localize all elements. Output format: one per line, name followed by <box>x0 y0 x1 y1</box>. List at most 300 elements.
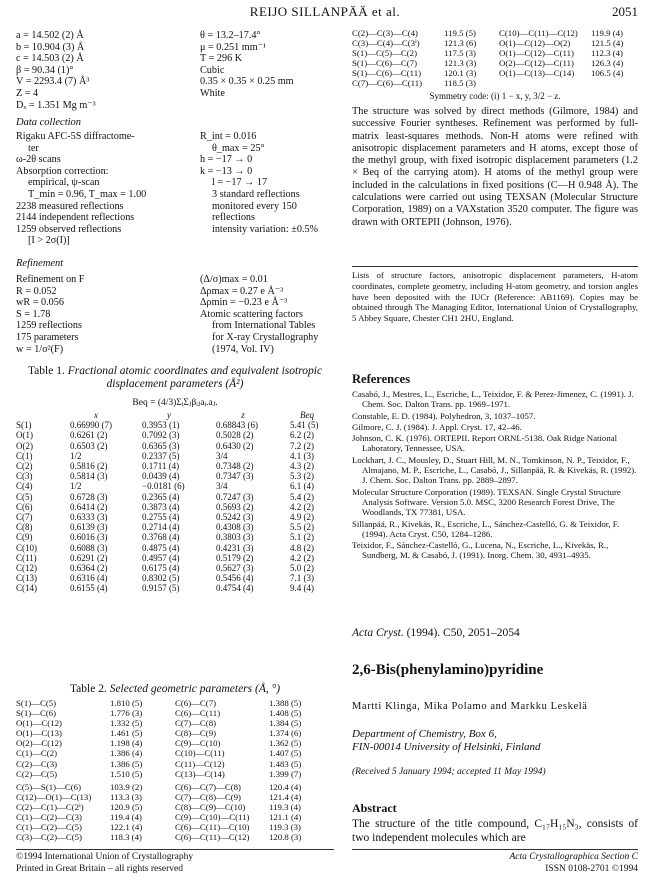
geometry-value: 1.332 (5) <box>110 718 143 729</box>
geometry-value: 119.3 (4) <box>269 802 301 813</box>
table-cell: 0.7092 (3) <box>142 430 180 441</box>
param-right: h = −17 → 0 <box>200 154 253 166</box>
table-cell: 5.41 (5) <box>290 420 319 431</box>
param-row <box>16 235 334 247</box>
geometry-row <box>175 759 334 769</box>
param-left: Rigaku AFC-5S diffractome- <box>16 131 135 142</box>
geometry-label: O(1)—C(13)—C(14) <box>499 68 575 79</box>
geometry-row <box>175 738 334 748</box>
table-cell: 5.4 (2) <box>290 491 314 502</box>
crystal-data <box>16 30 334 111</box>
geometry-label: C(7)—C(8) <box>175 718 217 729</box>
geometry-value: 1.399 (7) <box>269 768 302 779</box>
geometry-row <box>352 78 499 88</box>
geometry-value: 1.198 (4) <box>110 738 143 749</box>
geometry-label: O(2)—C(12)—C(11) <box>499 58 574 69</box>
table-cell: 0.0439 (4) <box>142 471 180 482</box>
table-row <box>16 573 334 583</box>
param-row <box>16 344 334 356</box>
table2-bonds <box>16 698 334 779</box>
geometry-row <box>175 832 334 842</box>
geometry-label: C(6)—C(11)—C(10) <box>175 822 250 833</box>
param-right: from International Tables <box>212 320 316 332</box>
footer-right <box>352 852 638 875</box>
param-left: 1259 reflections <box>16 320 82 332</box>
issn: ISSN 0108-2701 ©1994 <box>545 863 638 874</box>
table-cell: 0.5627 (3) <box>216 563 254 574</box>
param-right <box>212 235 334 247</box>
article-title: 2,6-Bis(phenylamino)pyridine <box>352 662 544 678</box>
reference-item: Casabó, J., Mestres, L., Escriche, L., Teixidor, F. & Perez-Jimenez, C. (1991). J. Chem. Soc. Dalton Trans. pp. 1969–1971. <box>352 389 634 410</box>
geometry-label: O(1)—C(12) <box>16 718 62 729</box>
param-row <box>16 297 334 309</box>
table-row <box>16 543 334 553</box>
geometry-value: 121.1 (4) <box>269 812 302 823</box>
geometry-label: C(3)—C(4)—C(3ⁱ) <box>352 38 420 49</box>
article-affiliation <box>352 728 638 754</box>
param-row <box>16 189 334 201</box>
table-cell: 0.6139 (3) <box>70 522 108 533</box>
param-left: ter <box>28 142 39 154</box>
table-cell: 7.1 (3) <box>290 573 314 584</box>
table-cell: 0.4231 (3) <box>216 542 254 553</box>
symmetry-code: Symmetry code: (i) 1 − x, y, 3/2 − z. <box>429 91 561 101</box>
table-cell: 0.6333 (3) <box>70 512 108 523</box>
geometry-row <box>352 48 499 58</box>
table-cell: 0.6291 (2) <box>70 552 108 563</box>
table-cell: 0.6261 (2) <box>70 430 108 441</box>
param-row <box>16 65 334 77</box>
param-row <box>16 320 334 332</box>
param-right: 3 standard reflections <box>212 188 300 200</box>
param-left: 2238 measured reflections <box>16 200 124 212</box>
geometry-value: 1.408 (5) <box>269 708 302 719</box>
table-cell: 0.4308 (3) <box>216 522 254 533</box>
table-cell: 0.3803 (3) <box>216 532 254 543</box>
geometry-label: C(10)—C(11) <box>175 748 225 759</box>
geometry-value: 1.510 (5) <box>110 768 143 779</box>
geometry-label: C(8)—C(9)—C(10) <box>175 802 246 813</box>
param-row <box>16 332 334 344</box>
param-right: 0.35 × 0.35 × 0.25 mm <box>200 76 294 88</box>
reference-item: Teixidor, F., Sánchez-Castelló, G., Lucena, N., Escriche, L., Kivekäs, R., Sundberg, M. & Casabó, J. (1991). Inorg. Chem. 30, 4931–4935. <box>352 540 609 561</box>
received-dates: (Received 5 January 1994; accepted 11 May 1994) <box>352 767 546 777</box>
param-right: Cubic <box>200 64 225 76</box>
table-cell: 0.4754 (4) <box>216 583 254 594</box>
geometry-value: 120.4 (4) <box>269 782 302 792</box>
geometry-label: C(2)—C(1)—C(2ⁱ) <box>16 802 84 813</box>
param-left: S = 1.78 <box>16 308 51 320</box>
table-cell: 0.7247 (3) <box>216 491 254 502</box>
table-cell: 4.9 (2) <box>290 512 314 523</box>
table-cell: 0.6414 (2) <box>70 501 108 512</box>
geometry-row <box>16 769 175 779</box>
citation-details: (1994). C50, 2051–2054 <box>406 627 520 639</box>
atom-label: C(11) <box>16 552 37 563</box>
geometry-value: 119.4 (4) <box>110 812 142 823</box>
table-cell: 0.6155 (4) <box>70 583 108 594</box>
geometry-row <box>16 728 175 738</box>
param-row <box>16 100 334 112</box>
geometry-value: 119.3 (3) <box>269 822 301 833</box>
geometry-value: 1.810 (5) <box>110 698 143 708</box>
table-cell: 0.5814 (3) <box>70 471 108 482</box>
table-cell: 0.5456 (4) <box>216 573 254 584</box>
table1-header-cell: z <box>241 410 245 420</box>
geometry-label: S(1)—C(6) <box>16 708 57 719</box>
table-cell: 4.2 (2) <box>290 501 314 512</box>
param-right: μ = 0.251 mm⁻¹ <box>200 41 267 53</box>
table-cell: 4.3 (2) <box>290 461 314 472</box>
geometry-label: S(1)—C(5) <box>16 698 57 708</box>
geometry-value: 121.3 (3) <box>444 58 477 69</box>
atom-label: O(1) <box>16 430 33 441</box>
table2-caption <box>16 683 334 696</box>
geometry-row <box>499 68 638 78</box>
geometry-row <box>16 812 175 822</box>
param-right: intensity variation: ±0.5% <box>212 223 319 235</box>
geometry-value: 119.5 (5) <box>444 28 476 38</box>
table-cell: 0.3953 (1) <box>142 420 180 431</box>
table-cell: 5.0 (2) <box>290 563 314 574</box>
table-row <box>16 502 334 512</box>
param-row <box>16 53 334 65</box>
citation-journal: Acta Cryst. <box>352 627 404 639</box>
geometry-value: 121.5 (4) <box>591 38 624 49</box>
table-cell: 0.4875 (4) <box>142 542 180 553</box>
table-row <box>16 430 334 440</box>
param-right: Δρmax = 0.27 e Å⁻³ <box>200 285 284 297</box>
param-left: Z = 4 <box>16 87 39 99</box>
param-left: 1259 observed reflections <box>16 223 122 235</box>
geometry-label: C(8)—C(9) <box>175 728 217 739</box>
param-row <box>16 131 334 143</box>
geometry-row <box>16 708 175 718</box>
geometry-value: 120.1 (3) <box>444 68 477 79</box>
atom-label: C(12) <box>16 563 37 574</box>
table-cell: 5.5 (2) <box>290 522 314 533</box>
table-cell: 0.5693 (2) <box>216 501 254 512</box>
table2-continued <box>352 28 638 89</box>
geometry-row <box>16 792 175 802</box>
geometry-value: 103.9 (2) <box>110 782 143 792</box>
geometry-value: 1.483 (5) <box>269 758 302 769</box>
table-cell: 0.5242 (3) <box>216 512 254 523</box>
table-row <box>16 471 334 481</box>
geometry-label: C(3)—C(2)—C(5) <box>16 832 82 843</box>
table-cell: 3/4 <box>216 450 228 461</box>
geometry-value: 1.362 (5) <box>269 738 302 749</box>
table-cell: 0.7348 (2) <box>216 461 254 472</box>
geometry-label: C(7)—C(6)—C(11) <box>352 78 423 89</box>
param-right: White <box>200 87 225 99</box>
table1-caption <box>16 365 334 391</box>
param-left: w = 1/σ²(F) <box>16 343 64 355</box>
geometry-label: O(2)—C(12) <box>16 738 62 749</box>
geometry-row <box>175 748 334 758</box>
table-cell: 0.5028 (2) <box>216 430 254 441</box>
geometry-label: C(11)—C(12) <box>175 758 225 769</box>
param-left: empirical, ψ-scan <box>28 177 100 189</box>
geometry-label: C(1)—C(2)—C(3) <box>16 812 82 823</box>
geometry-row <box>175 822 334 832</box>
geometry-row <box>16 718 175 728</box>
table-cell: 0.3768 (4) <box>142 532 180 543</box>
param-right: reflections <box>212 212 255 224</box>
table-cell: 7.2 (2) <box>290 440 314 451</box>
table1 <box>16 410 334 594</box>
running-title: REIJO SILLANPÄÄ et al. <box>249 4 401 19</box>
table1-formula: Beq = (4/3)ΣᵢΣⱼβᵢⱼaᵢ.aⱼ. <box>132 398 218 408</box>
geometry-label: C(2)—C(3) <box>16 758 58 769</box>
param-right: θ_max = 25° <box>212 142 265 154</box>
param-row <box>16 201 334 213</box>
table-cell: 0.2365 (4) <box>142 491 180 502</box>
atom-label: C(8) <box>16 522 33 533</box>
param-row <box>16 154 334 166</box>
param-row <box>16 143 334 155</box>
param-right: Atomic scattering factors <box>200 308 303 320</box>
table-cell: 4.1 (3) <box>290 450 314 461</box>
geometry-row <box>352 68 499 78</box>
atom-label: C(6) <box>16 501 33 512</box>
table-row <box>16 583 334 593</box>
table-row <box>16 481 334 491</box>
geometry-value: 117.5 (3) <box>444 48 476 59</box>
geometry-label: C(9)—C(10) <box>175 738 221 749</box>
table-cell: 4.2 (2) <box>290 552 314 563</box>
geometry-value: 118.3 (4) <box>110 832 142 843</box>
geometry-label: C(1)—C(2) <box>16 748 58 759</box>
param-left: Refinement on F <box>16 274 85 285</box>
param-row <box>16 177 334 189</box>
table-cell: 0.2755 (4) <box>142 512 180 523</box>
geometry-value: 1.461 (5) <box>110 728 143 739</box>
geometry-value: 121.4 (4) <box>269 792 302 803</box>
param-right: Δρmin = −0.23 e Å⁻³ <box>200 297 288 309</box>
reference-item: Constable, E. D. (1984). Polyhedron, 3, 1037–1057. <box>352 410 536 421</box>
geometry-value: 113.3 (3) <box>110 792 142 803</box>
param-row <box>16 42 334 54</box>
param-row <box>16 274 334 286</box>
param-row <box>16 212 334 224</box>
param-row <box>16 30 334 42</box>
table-cell: 0.3873 (4) <box>142 501 180 512</box>
atom-label: C(2) <box>16 461 33 472</box>
next-article-citation <box>352 627 638 639</box>
table1-header-cell: x <box>94 410 98 420</box>
refinement-list <box>16 274 334 355</box>
table-row <box>16 492 334 502</box>
geometry-value: 118.5 (3) <box>444 78 476 89</box>
geometry-row <box>175 812 334 822</box>
article-authors: Martti Klinga, Mika Polamo and Markku Leskelä <box>352 701 588 712</box>
table-row <box>16 522 334 532</box>
atom-label: C(4) <box>16 481 33 492</box>
atom-label: C(9) <box>16 532 33 543</box>
affiliation-line-1: Department of Chemistry, Box 6, <box>352 728 497 740</box>
table-cell: 0.6503 (2) <box>70 440 108 451</box>
geometry-row <box>16 802 175 812</box>
geometry-value: 1.388 (5) <box>269 698 302 708</box>
table-cell: 0.6316 (4) <box>70 573 108 584</box>
param-row <box>16 309 334 321</box>
param-right: for X-ray Crystallography <box>212 331 319 343</box>
param-left: b = 10.904 (3) Å <box>16 41 85 53</box>
geometry-row <box>352 28 499 38</box>
table-cell: 0.2714 (4) <box>142 522 180 533</box>
table-cell: 0.9157 (5) <box>142 583 180 594</box>
table2-label: Table 2. <box>69 683 107 695</box>
geometry-value: 1.776 (3) <box>110 708 143 719</box>
table1-header-cell <box>16 410 60 420</box>
geometry-row <box>175 769 334 779</box>
geometry-label: S(1)—C(6)—C(11) <box>352 68 422 79</box>
geometry-value: 1.374 (6) <box>269 728 302 739</box>
param-left: Absorption correction: <box>16 165 109 177</box>
param-right: (Δ/σ)max = 0.01 <box>200 274 268 285</box>
atom-label: C(1) <box>16 450 33 461</box>
refinement-paragraph: The structure was solved by direct methods (Gilmore, 1984) and successive Fourier syntheses. Refinement was performed by full-matrix least-squares methods. Non-H atoms were refined with anisotropic displacement parameters and H atoms, except those of the methyl group, with fixed isotropic displacement parameters (1.2 × Beq of the carrying atom). H atoms of the methyl group were included in the calculations in fixed positions (C—H 0.948 Å). The calculations were carried out using TEXSAN (Molecular Structure Corporation, 1989) on a VAXstation 3520 computer. The figure was drawn with ORTEPII (Johnson, 1976). <box>352 106 638 228</box>
geometry-row <box>499 28 638 38</box>
table-cell: 0.6430 (2) <box>216 440 254 451</box>
geometry-row <box>16 698 175 708</box>
param-row <box>16 224 334 236</box>
table-cell: −0.0181 (6) <box>142 481 185 492</box>
geometry-value: 121.3 (6) <box>444 38 477 49</box>
geometry-row <box>175 728 334 738</box>
table-cell: 1/2 <box>70 450 82 461</box>
param-right: k = −13 → 0 <box>200 165 253 177</box>
geometry-label: O(1)—C(12)—C(11) <box>499 48 574 59</box>
geometry-label: O(1)—C(12)—O(2) <box>499 38 571 49</box>
geometry-value: 120.9 (5) <box>110 802 143 813</box>
abstract-text: The structure of the title compound, C₁₇H₁₅N₃, consists of two independent molecules which are <box>352 818 638 844</box>
table-cell: 0.6364 (2) <box>70 563 108 574</box>
param-left: R = 0.052 <box>16 285 57 297</box>
geometry-label: C(2)—C(3)—C(4) <box>352 28 418 38</box>
geometry-row <box>175 718 334 728</box>
param-left: 2144 independent reflections <box>16 212 135 224</box>
geometry-value: 106.5 (4) <box>591 68 624 79</box>
geometry-row <box>499 48 638 58</box>
param-left: wR = 0.056 <box>16 297 64 309</box>
atom-label: C(14) <box>16 583 37 594</box>
table-cell: 9.4 (4) <box>290 583 314 594</box>
reference-item: Lockhart, J. C., Mousley, D., Stuart Hill, M. N., Tomkinson, N. P., Teixidor, F., Almajano, M. P., Escriche, L., Casabó, J., Sillanpää, R. & Kivekäs, R. (1992). J. Chem. Soc. Dalton Trans. pp. 2889–2897. <box>352 454 637 486</box>
param-left: T_min = 0.96, T_max = 1.00 <box>28 188 147 200</box>
table1-header-cell: y <box>167 410 171 420</box>
geometry-row <box>16 822 175 832</box>
geometry-row <box>16 759 175 769</box>
geometry-value: 119.9 (4) <box>591 28 623 38</box>
deposition-note: Lists of structure factors, anisotropic displacement parameters, H-atom coordinates, complete geometry, including H-atom geometry, and torsion angles have been deposited with the IUCr (Reference: AB1169). Copies may be obtained through The Managing Editor, International Union of Crystallography, 5 Abbey Square, Chester CH1 2HU, England. <box>352 270 638 324</box>
param-left: a = 14.502 (2) Å <box>16 30 84 41</box>
copyright: ©1994 International Union of Crystallography <box>16 852 194 862</box>
table-cell: 5.1 (2) <box>290 532 314 543</box>
geometry-row <box>16 782 175 792</box>
table-cell: 0.6728 (3) <box>70 491 108 502</box>
geometry-label: S(1)—C(5)—C(2) <box>352 48 417 59</box>
table-cell: 3/4 <box>216 481 228 492</box>
geometry-row <box>499 58 638 68</box>
geometry-label: C(6)—C(11) <box>175 708 221 719</box>
journal-name: Acta Crystallographica Section C <box>509 852 638 862</box>
param-left: V = 2293.4 (7) Å³ <box>16 76 90 88</box>
geometry-label: C(6)—C(7) <box>175 698 217 708</box>
page-header <box>0 4 650 22</box>
refinement-heading: Refinement <box>16 258 64 269</box>
param-right: θ = 13.2–17.4° <box>200 30 261 41</box>
geometry-label: C(6)—C(7)—C(8) <box>175 782 241 792</box>
param-left: Dₓ = 1.351 Mg m⁻³ <box>16 99 96 111</box>
geometry-value: 1.386 (4) <box>110 748 143 759</box>
reference-item: Sillanpää, R., Kivekäs, R., Escriche, L., Sánchez-Castelló, G. & Teixidor, F. (1994). Acta Cryst. C50, 1284–1286. <box>352 518 620 539</box>
geometry-row <box>16 748 175 758</box>
table2-angles <box>16 782 334 843</box>
atom-label: C(13) <box>16 573 37 584</box>
atom-label: C(3) <box>16 471 33 482</box>
table-cell: 6.2 (2) <box>290 430 314 441</box>
table-cell: 0.5179 (2) <box>216 552 254 563</box>
table-cell: 0.6088 (3) <box>70 542 108 553</box>
param-right <box>200 100 334 112</box>
table-cell: 4.8 (2) <box>290 542 314 553</box>
geometry-value: 122.1 (4) <box>110 822 143 833</box>
geometry-value: 1.407 (5) <box>269 748 302 759</box>
table-cell: 0.2337 (5) <box>142 450 180 461</box>
geometry-value: 1.384 (5) <box>269 718 302 729</box>
table-cell: 0.5816 (2) <box>70 461 108 472</box>
printed-note: Printed in Great Britain – all rights reserved <box>16 863 183 874</box>
param-left: β = 90.34 (1)° <box>16 64 74 76</box>
param-left: 175 parameters <box>16 331 79 343</box>
param-right: monitored every 150 <box>212 200 297 212</box>
table-row <box>16 563 334 573</box>
table-cell: 0.1711 (4) <box>142 461 180 472</box>
geometry-value: 1.386 (5) <box>110 758 143 769</box>
geometry-label: C(9)—C(10)—C(11) <box>175 812 250 823</box>
geometry-label: O(1)—C(13) <box>16 728 62 739</box>
table-cell: 1/2 <box>70 481 82 492</box>
data-collection-list <box>16 131 334 247</box>
param-row <box>16 286 334 298</box>
geometry-label: C(7)—C(8)—C(9) <box>175 792 241 803</box>
reference-item: Molecular Structure Corporation (1989). TEXSAN. Single Crystal Structure Analysis Software. Version 5.0. MSC, 3200 Research Forest Drive, The Woodlands, TX 77381, USA. <box>352 486 621 518</box>
param-left: c = 14.503 (2) Å <box>16 53 84 65</box>
param-right: l = −17 → 17 <box>212 177 268 189</box>
geometry-label: S(1)—C(6)—C(7) <box>352 58 417 69</box>
abstract-heading: Abstract <box>352 801 397 815</box>
geometry-row <box>175 792 334 802</box>
table-cell: 0.4957 (4) <box>142 552 180 563</box>
table-row <box>16 420 334 430</box>
atom-label: O(2) <box>16 440 33 451</box>
table-cell: 0.8302 (5) <box>142 573 180 584</box>
atom-label: C(10) <box>16 542 37 553</box>
data-collection-heading: Data collection <box>16 117 82 128</box>
param-left: ω-2θ scans <box>16 154 61 166</box>
references-heading: References <box>352 372 411 386</box>
table1-label: Table 1. <box>27 365 65 377</box>
table-cell: 0.68843 (6) <box>216 420 258 431</box>
table2-caption-text: Selected geometric parameters (Å, °) <box>109 683 281 695</box>
geometry-value: 112.3 (4) <box>591 48 623 59</box>
geometry-label: C(6)—C(11)—C(12) <box>175 832 250 843</box>
footer-left <box>16 852 334 875</box>
geometry-row <box>175 708 334 718</box>
table-cell: 0.7347 (3) <box>216 471 254 482</box>
